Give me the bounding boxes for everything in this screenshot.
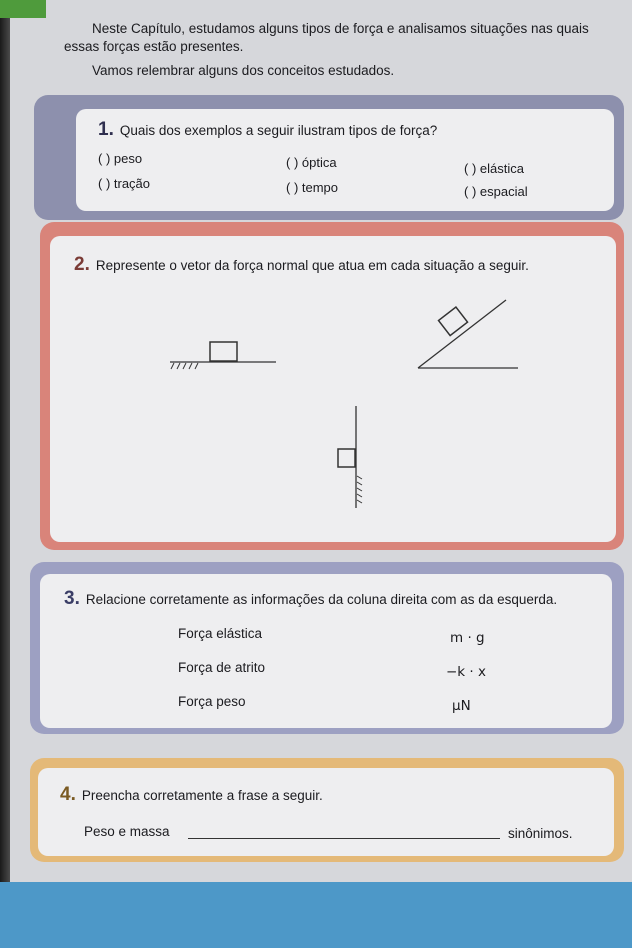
option-espacial[interactable]: ( ) espacial <box>464 184 528 199</box>
wall-diagram <box>338 406 362 508</box>
left-item-3: Força peso <box>178 694 246 709</box>
intro-paragraph-2: Vamos relembrar alguns dos conceitos estudados. <box>92 63 395 78</box>
question-1-number: 1. <box>98 119 114 140</box>
question-2-panel <box>50 236 616 542</box>
answer-blank[interactable] <box>188 838 500 839</box>
right-item-3: μN <box>452 698 471 714</box>
question-4-text: Preencha corretamente a frase a seguir. <box>81 788 323 803</box>
left-item-2: Força de atrito <box>178 660 266 675</box>
question-1-panel <box>76 109 614 211</box>
bottom-band <box>0 882 632 948</box>
diagrams <box>50 236 616 542</box>
option-tempo[interactable]: ( ) tempo <box>286 180 339 195</box>
question-4-card <box>30 758 624 862</box>
question-2-text: Represente o vetor da força normal que atua em cada situação a seguir. <box>95 258 529 273</box>
right-item-2: −k · x <box>446 664 486 680</box>
block-on-floor <box>210 342 237 361</box>
intro-paragraph-1: Neste Capítulo, estudamos alguns tipos de força e analisamos situações nas quais essas forças estão presentes. <box>64 21 589 54</box>
question-4-panel <box>38 768 614 856</box>
question-3-number: 3. <box>64 588 80 609</box>
question-4-title <box>60 784 323 806</box>
right-item-1: m · g <box>450 630 485 646</box>
chapter-tab <box>0 0 46 18</box>
question-2-card <box>40 222 624 550</box>
question-3-text: Relacione corretamente as informações da coluna direita com as da esquerda. <box>85 592 558 607</box>
incline-diagram <box>418 300 518 368</box>
option-peso[interactable]: ( ) peso <box>98 151 143 166</box>
question-1-card <box>34 95 624 220</box>
question-3-title <box>64 588 557 610</box>
floor-diagram <box>170 342 276 369</box>
question-3-panel <box>40 574 612 728</box>
block-on-wall <box>338 449 355 467</box>
page-edge-shadow <box>0 0 10 948</box>
wall-hatching <box>357 476 362 503</box>
question-1-title <box>98 119 437 141</box>
question-3-card <box>30 562 624 734</box>
left-item-1: Força elástica <box>178 626 263 641</box>
option-tracao[interactable]: ( ) tração <box>98 176 151 191</box>
question-2-number: 2. <box>74 254 90 275</box>
block-on-incline <box>439 307 468 335</box>
intro-text <box>64 20 624 80</box>
sentence-end: sinônimos. <box>508 826 573 841</box>
question-1-text: Quais dos exemplos a seguir ilustram tipos de força? <box>119 123 438 138</box>
sentence-start: Peso e massa <box>84 824 170 839</box>
option-elastica[interactable]: ( ) elástica <box>464 161 524 176</box>
incline-surface <box>418 300 506 368</box>
option-optica[interactable]: ( ) óptica <box>286 155 337 170</box>
question-4-number: 4. <box>60 784 76 805</box>
floor-hatching <box>171 363 198 369</box>
